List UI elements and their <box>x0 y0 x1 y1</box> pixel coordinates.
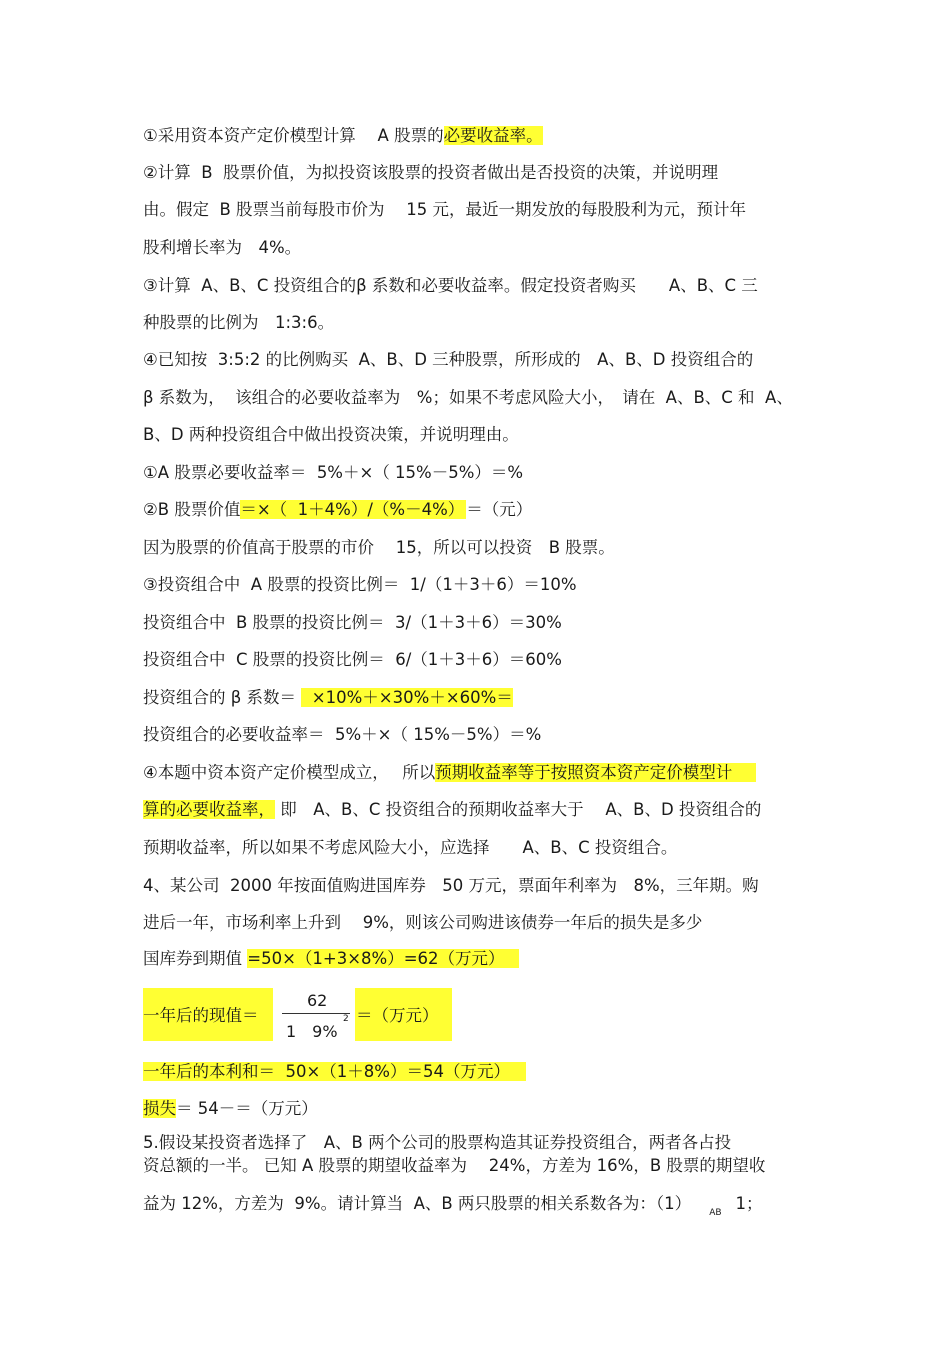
subscript-ab: AB <box>709 1208 722 1218</box>
text-line-27: 5.假设某投资者选择了 A、B 两个公司的股票构造其证券投资组合，两者各占投 <box>143 1133 732 1152</box>
text-line-8: β 系数为， 该组合的必要收益率为 %；如果不考虑风险大小， 请在 A、B、C 和 A、 <box>143 388 793 407</box>
highlight-loss: 损失 <box>143 1099 176 1118</box>
line-26-part-b: ＝ 54－＝（万元） <box>176 1099 318 1118</box>
text-line-9: B、D 两种投资组合中做出投资决策，并说明理由。 <box>143 425 519 444</box>
text-line-23 <box>143 947 519 971</box>
text-line-29 <box>143 1192 763 1225</box>
highlight-expected-return-1: 预期收益率等于按照资本资产定价模型计 <box>435 763 756 782</box>
line-29-part-b: 1； <box>735 1194 763 1213</box>
line-11-part-c: ＝（元） <box>466 500 533 519</box>
highlight-maturity-value: =50×（1+3×8%）=62（万元） <box>247 949 518 968</box>
text-line-25 <box>143 1060 526 1084</box>
text-line-2: ②计算 B 股票价值，为拟投资该股票的投资者做出是否投资的决策，并说明理 <box>143 163 719 182</box>
present-value-result: ＝（万元） <box>356 1006 439 1025</box>
present-value-label: 一年后的现值＝ <box>143 1006 259 1025</box>
highlight-required-return: 必要收益率。 <box>443 126 543 145</box>
line-29-part-a: 益为 12%，方差为 9%。请计算当 A、B 两只股票的相关系数各为：（1） <box>143 1194 692 1213</box>
highlight-expected-return-2: 算的必要收益率， <box>143 800 275 819</box>
text-line-7: ④已知按 3:5:2 的比例购买 A、B、D 三种股票，所形成的 A、B、D 投资组合的 <box>143 350 754 369</box>
line-23-part-a: 国库券到期值 <box>143 949 248 968</box>
text-line-18 <box>143 761 756 785</box>
text-line-15: 投资组合中 C 股票的投资比例＝ 6/（1＋3＋6）＝60% <box>143 650 562 669</box>
highlight-stock-b-value: ＝×（ 1＋4%）/（%－4%） <box>240 500 465 519</box>
line-11-part-a: ②B 股票价值 <box>143 500 241 519</box>
text-line-10: ①A 股票必要收益率＝ 5%＋×（ 15%－5%）＝% <box>143 463 524 482</box>
text-line-12: 因为股票的价值高于股票的市价 15，所以可以投资 B 股票。 <box>143 538 615 557</box>
highlight-principal-interest: 一年后的本利和＝ 50×（1＋8%）＝54（万元） <box>143 1062 526 1081</box>
fraction-exponent: 2 <box>343 1014 349 1024</box>
text-line-26 <box>143 1097 318 1121</box>
line-1-part-a: ①采用资本资产定价模型计算 A 股票的 <box>143 126 444 145</box>
line-16-part-a: 投资组合的 β 系数＝ <box>143 688 302 707</box>
line-19-part-b: 即 A、B、C 投资组合的预期收益率大于 A、B、D 投资组合的 <box>275 800 762 819</box>
fraction-bar <box>282 1013 350 1014</box>
text-line-3: 由。假定 B 股票当前每股市价为 15 元，最近一期发放的每股股利为元，预计年 <box>143 200 747 219</box>
text-line-22: 进后一年，市场利率上升到 9%，则该公司购进该债券一年后的损失是多少 <box>143 913 703 932</box>
text-line-11 <box>143 498 532 522</box>
text-line-5: ③计算 A、B、C 投资组合的β 系数和必要收益率。假定投资者购买 A、B、C 三 <box>143 276 758 295</box>
text-line-19 <box>143 798 761 822</box>
text-line-14: 投资组合中 B 股票的投资比例＝ 3/（1＋3＋6）＝30% <box>143 613 562 632</box>
text-line-6: 种股票的比例为 1:3:6。 <box>143 313 335 332</box>
text-line-17: 投资组合的必要收益率＝ 5%＋×（ 15%－5%）＝% <box>143 725 542 744</box>
text-line-1 <box>143 124 543 148</box>
text-line-13: ③投资组合中 A 股票的投资比例＝ 1/（1＋3＋6）＝10% <box>143 575 577 594</box>
line-18-part-a: ④本题中资本资产定价模型成立， 所以 <box>143 763 436 782</box>
text-line-28: 资总额的一半。 已知 A 股票的期望收益率为 24%，方差为 16%，B 股票的期望收 <box>143 1156 766 1175</box>
text-line-20: 预期收益率，所以如果不考虑风险大小，应选择 A、B、C 投资组合。 <box>143 838 678 857</box>
fraction-denominator: 1 9% <box>286 1022 338 1041</box>
text-line-21: 4、某公司 2000 年按面值购进国库券 50 万元，票面年利率为 8%，三年期。购 <box>143 876 759 895</box>
fraction-numerator: 62 <box>307 991 328 1010</box>
text-line-16 <box>143 686 513 710</box>
text-line-4: 股利增长率为 4%。 <box>143 238 302 257</box>
highlight-beta-formula: ×10%＋×30%＋×60%＝ <box>301 688 513 707</box>
